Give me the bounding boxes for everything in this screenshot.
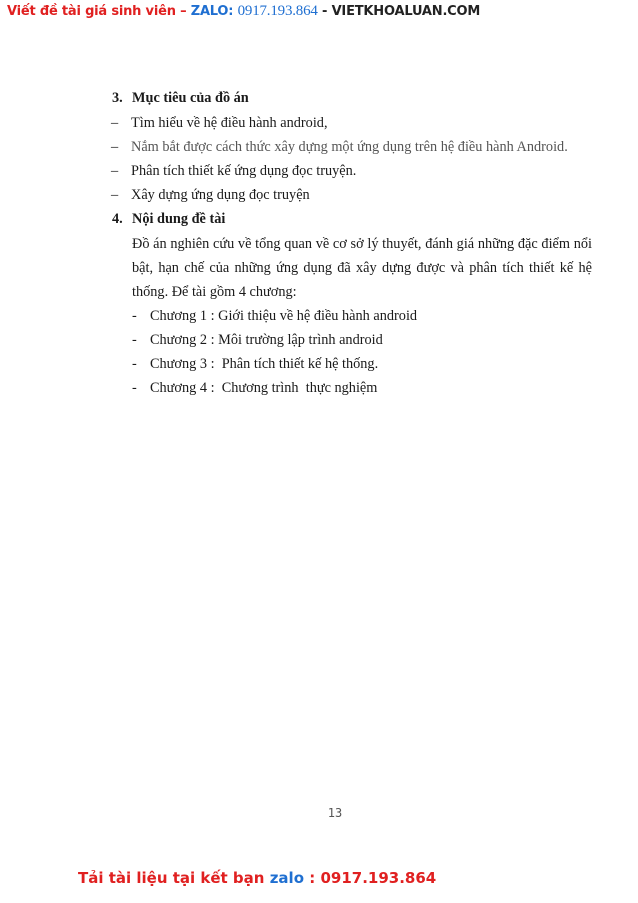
list-item	[111, 183, 592, 207]
list-item	[111, 135, 592, 159]
dash-bullet: –	[111, 163, 119, 179]
footer-text-phone: : 0917.193.864	[304, 869, 437, 887]
list-item	[132, 376, 592, 400]
dash-bullet: –	[111, 139, 119, 155]
header-text-phone: 0917.193.864	[237, 3, 318, 19]
dash-bullet: -	[132, 356, 137, 372]
header-text-tagline: Viết đề tài giá sinh viên –	[7, 4, 191, 19]
section-heading-content	[112, 207, 592, 231]
section-number: 3.	[112, 90, 123, 106]
section-title: Nội dung đề tài	[132, 211, 226, 227]
list-item	[132, 352, 592, 376]
list-item	[111, 159, 592, 183]
footer-text-lead: Tải tài liệu tại kết bạn	[78, 869, 270, 887]
list-item	[132, 304, 592, 328]
section-number: 4.	[112, 211, 123, 227]
dash-bullet: -	[132, 332, 137, 348]
page-number: 13	[327, 806, 343, 820]
list-item-text: Chương 2 : Môi trường lập trình android	[150, 332, 383, 348]
section-paragraph: Đồ án nghiên cứu về tổng quan về cơ sở lý thuyết, đánh giá những đặc điểm nổi bật, hạn chế của những ứng dụng đã xây dựng được và phân tích thiết kế hệ thống. Để tài gồm 4 chương:	[132, 236, 592, 300]
list-item-text: Nắm bắt được cách thức xây dựng một ứng dụng trên hệ điều hành Android.	[131, 139, 568, 155]
list-item-text: Chương 1 : Giới thiệu về hệ điều hành android	[150, 308, 418, 324]
section-title: Mục tiêu của đồ án	[132, 90, 249, 106]
header-text-website: - VIETKHOALUAN.COM	[317, 4, 481, 19]
footer-text-zalo: zalo	[269, 869, 305, 887]
dash-bullet: –	[111, 115, 119, 131]
list-item	[132, 328, 592, 352]
list-item-text: Chương 3 : Phân tích thiết kế hệ thống.	[150, 356, 379, 372]
dash-bullet: -	[132, 380, 137, 396]
list-item-text: Phân tích thiết kế ứng dụng đọc truyện.	[131, 163, 357, 179]
chapter-list	[132, 304, 592, 400]
list-item-text: Chương 4 : Chương trình thực nghiệm	[150, 380, 378, 396]
document-body	[112, 86, 592, 400]
header-banner	[7, 3, 480, 20]
header-text-zalo-label: ZALO:	[190, 4, 238, 19]
section-heading-objectives	[112, 86, 592, 110]
dash-bullet: -	[132, 308, 137, 324]
footer-banner	[78, 869, 436, 887]
list-item-text: Xây dựng ứng dụng đọc truyện	[131, 187, 310, 203]
dash-bullet: –	[111, 187, 119, 203]
list-item	[111, 111, 592, 135]
list-item-text: Tìm hiểu về hệ điều hành android,	[131, 115, 328, 131]
